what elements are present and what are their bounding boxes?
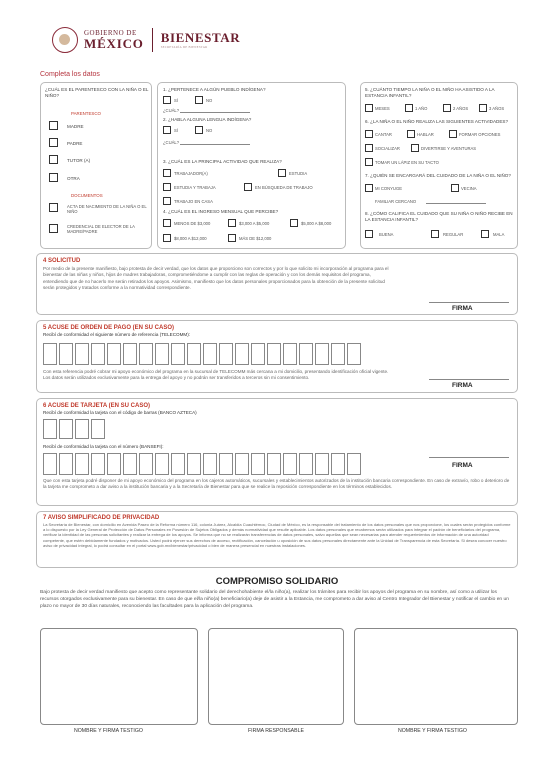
credencial-checkbox[interactable] [49,224,58,233]
lengua-si-label: SÍ [174,128,178,133]
acuse-tarjeta-firma-label: FIRMA [452,462,473,469]
care-conyuge-label: MI CONYUGE [375,186,402,191]
acuse-tarjeta-title: 6 ACUSE DE TARJETA (EN SU CASO) [43,403,151,409]
option-tutor[interactable] [49,155,58,166]
act-casa-label: TRABAJO EN CASA [174,199,213,204]
pueblo-no-checkbox[interactable] [195,96,203,104]
lengua-cual-line[interactable] [180,144,250,145]
pueblo-cual-label: ¿CUÁL? [163,108,180,113]
parentesco-label: PARENTESCO [71,111,101,116]
time-2-label: 2 AÑOS [453,106,469,111]
time-1-label: 1 AÑO [415,106,428,111]
gob-line1: GOBIERNO DE [84,29,137,37]
privacidad-title: 7 AVISO SIMPLIFICADO DE PRIVACIDAD [43,515,160,521]
testigo2-signature-box[interactable] [354,628,518,725]
solicitud-firma-label: FIRMA [452,305,473,312]
bansefi-label: Recibí de conformidad la tarjeta con el número (BANSEFI): [43,444,164,449]
acuse-pago-label: Recibí de conformidad el siguiente número de referencia (TELECOMM): [43,332,191,337]
rate-buena-label: BUENA [379,232,394,237]
inc-4-checkbox[interactable] [163,234,171,242]
gob-line2: MÉXICO [84,36,144,51]
lengua-no-label: NO [206,128,213,133]
care-vecina-checkbox[interactable] [451,184,459,192]
madre-label: MADRE [67,124,84,129]
care-conyuge-checkbox[interactable] [365,184,373,192]
inc-2-checkbox[interactable] [228,219,236,227]
solicitud-section [36,253,518,315]
inc-1-label: MENOS DE $3,000 [174,221,211,226]
national-seal-icon [52,27,78,53]
estancia-panel [360,82,518,249]
tutor-label: TUTOR (A) [67,158,91,163]
pueblo-cual-line[interactable] [180,112,250,113]
inc-3-checkbox[interactable] [290,219,298,227]
q5-tiempo: 5. ¿CUÁNTO TIEMPO LA NIÑA O EL NIÑO HA ASISTIDO A LA ESTANCIA INFANTIL? [365,87,495,98]
act-estudia-checkbox[interactable] [278,169,286,177]
lengua-cual-label: ¿CUÁL? [163,140,180,145]
credencial-label: CREDENCIAL DE ELECTOR DE LA MADRE/PADRE [67,224,135,234]
care-familiar-label: FAMILIAR CERCANO [375,199,417,204]
otra-checkbox[interactable] [49,173,58,182]
rate-buena-checkbox[interactable] [365,230,373,238]
solicitud-signature-line[interactable] [429,302,509,303]
pueblo-si-checkbox[interactable] [163,96,171,104]
acuse-pago-firma-label: FIRMA [452,382,473,389]
pueblo-no-label: NO [206,98,213,103]
lengua-no-checkbox[interactable] [195,126,203,134]
acuse-pago-section [36,320,518,393]
acts-cantar-label: CANTAR [375,132,392,137]
inc-5-checkbox[interactable] [228,234,236,242]
acta-checkbox[interactable] [49,203,58,212]
rate-regular-label: REGULAR [443,232,464,237]
time-meses-checkbox[interactable] [365,104,373,112]
padre-checkbox[interactable] [49,138,58,147]
acts-formar-checkbox[interactable] [449,130,457,138]
doc-credencial[interactable] [49,224,58,235]
acuse-tarjeta-section [36,398,518,506]
compromiso-title: COMPROMISO SOLIDARIO [215,576,339,587]
acts-divertirse-label: DIVERTIRSE Y AVENTURAS [421,146,477,151]
compromiso-body: Bajo protesta de decir verdad manifiesto que acepto como representante solidario del derechohabiente el/la niño(a), realizar los trámites para recibir los apoyos del programa en su nombre, así como a utilizar los recursos otorgados exclusivamente para su bienestar. En caso de que el/la niño(a) beneficiario(a) deje de asistir a la Estancia, me comprometo a dar aviso al Centro Integrador del Bienestar y notificar el cambio en un plazo no mayor de 30 días naturales, reconociendo las facultades para la aplicación del programa. [40,590,509,610]
agency-subtitle: SECRETARÍA DE BIENESTAR [160,45,208,49]
inc-4-label: $8,000 A $12,000 [174,236,207,241]
inc-2-label: $3,000 A $5,000 [239,221,270,226]
q2-lengua: 2. ¿HABLA ALGUNA LENGUA INDÍGENA? [163,117,252,122]
responsable-signature-box[interactable] [208,628,344,725]
telecomm-reference-field[interactable] [43,343,361,365]
acuse-pago-signature-line[interactable] [429,379,509,380]
pueblo-si-label: SÍ [174,98,178,103]
option-madre[interactable] [49,121,58,132]
act-busqueda-label: EN BÚSQUEDA DE TRABAJO [255,185,313,190]
acuse-pago-title: 5 ACUSE DE ORDEN DE PAGO (EN SU CASO) [43,325,175,331]
header-logo [52,24,262,56]
lengua-si-checkbox[interactable] [163,126,171,134]
act-casa-checkbox[interactable] [163,197,171,205]
acuse-tarjeta-body: Que con esta tarjeta podré disponer de mi apoyo económico del programa en los cajeros automáticos, sucursales y establecimientos autorizados de la institución bancaria correspondiente. En caso de extravío, robo o deterioro de la tarjeta me comprometo a dar aviso a la institución bancaria y a la Secretaría de Bienestar para que se realice la reposición correspondiente en los términos establecidos. [43,478,510,490]
act-estudia-trabaja-checkbox[interactable] [163,183,171,191]
q3-actividad: 3. ¿CUÁL ES LA PRINCIPAL ACTIVIDAD QUE REALIZA? [163,159,282,164]
time-3-label: 3 AÑOS [489,106,505,111]
care-vecina-label: VECINA [461,186,477,191]
azteca-label: Recibí de conformidad la tarjeta con el código de barras (BANCO AZTECA) [43,410,197,415]
inc-5-label: MÁS DE $12,000 [239,236,272,241]
tutor-checkbox[interactable] [49,155,58,164]
bansefi-card-field[interactable] [43,453,361,475]
agency-name: BIENESTAR [160,30,241,45]
doc-acta[interactable] [49,203,58,214]
solicitud-title: 4 SOLICITUD [43,258,81,264]
privacidad-section [36,511,518,568]
parentesco-panel [40,82,152,249]
complete-heading: Completa los datos [40,71,100,78]
time-meses-label: MESES [375,106,390,111]
indigena-panel [157,82,346,249]
act-busqueda-checkbox[interactable] [244,183,252,191]
rate-regular-checkbox[interactable] [431,230,439,238]
documentos-label: DOCUMENTOS [71,193,103,198]
privacidad-body: La Secretaría de Bienestar, con domicilio en Avenida Paseo de la Reforma número 116, colonia Juárez, Alcaldía Cuauhtémoc, Ciudad de México, es la responsable del tratamiento de los datos personales que nos proporcione, los cuales serán protegidos conforme a lo dispuesto por la Ley General de Protección de Datos Personales en Posesión de Sujetos Obligados y demás normatividad que resulte aplicable. Los datos personales que recabemos serán utilizados para integrar el padrón de beneficiarios del programa, verificar la identidad de las personas solicitantes y realizar la entrega de los apoyos. Se informa que no se realizarán transferencias de datos personales, salvo aquellas que sean necesarias para atender requerimientos de información de una autoridad competente, que estén debidamente fundados y motivados. Usted podrá ejercer sus derechos de acceso, rectificación, cancelación u oposición de sus datos personales directamente ante la Unidad de Transparencia de esta Secretaría. Si desea conocer nuestro aviso de privacidad integral, lo podrá consultar en el portal www.gob.mx/bienestar/privacidad o bien de manera presencial en nuestras instalaciones. [43,522,511,548]
rate-mala-label: MALA [493,232,505,237]
option-padre[interactable] [49,138,58,149]
azteca-barcode-field[interactable] [43,419,105,439]
solicitud-body: Por medio de la presente manifiesto, bajo protesta de decir verdad, que los datos que proporciono son correctos y por lo que solicito mi incorporación al programa para el bienestar de las niñas y niños, hijos de madres trabajadoras, comprometiéndome a cumplir con las reglas de operación y con los demás requisitos del programa, entendiendo que de no hacerlo me serán retirados los apoyos. Asimismo, manifiesto que los datos personales proporcionados para la obtención de la presente solicitud serán protegidos y tratados conforme a la normatividad correspondiente. [43,266,389,291]
testigo1-label: NOMBRE Y FIRMA TESTIGO [74,728,143,734]
acts-cantar-checkbox[interactable] [365,130,373,138]
inc-3-label: $5,000 A $8,000 [301,221,332,226]
agency-logo [161,31,241,49]
acts-socializar-label: SOCIALIZAR [375,146,400,151]
acts-lapiz-label: TOMAR UN LÁPIZ EN SU TACTO [375,160,439,165]
responsable-label: FIRMA RESPONSABLE [248,728,304,734]
parentesco-question: ¿CUÁL ES EL PARENTESCO CON LA NIÑA O EL NIÑO? [45,87,149,98]
acts-hablar-label: HABLAR [417,132,434,137]
acuse-tarjeta-signature-line[interactable] [429,457,509,458]
q8-calificacion: 8. ¿CÓMO CALIFICA EL CUIDADO QUE SU NIÑA O NIÑO RECIBE EN LA ESTANCIA INFANTIL? [365,211,513,222]
rate-mala-checkbox[interactable] [481,230,489,238]
care-familiar-line[interactable] [426,203,486,204]
act-trabaja-label: TRABAJADOR(A) [174,171,208,176]
act-estudia-label: ESTUDIA [289,171,308,176]
acts-socializar-checkbox[interactable] [365,144,373,152]
act-trabaja-checkbox[interactable] [163,169,171,177]
time-2-checkbox[interactable] [443,104,451,112]
q4-ingreso: 4. ¿CUÁL ES EL INGRESO MENSUAL QUE PERCIBE? [163,209,279,214]
q1-pueblo: 1. ¿PERTENECE A ALGÚN PUEBLO INDÍGENA? [163,87,266,92]
acts-hablar-checkbox[interactable] [407,130,415,138]
header-divider [152,28,153,52]
testigo2-label: NOMBRE Y FIRMA TESTIGO [398,728,467,734]
testigo1-signature-box[interactable] [40,628,198,725]
acuse-pago-body: Con esta referencia podré cobrar mi apoyo económico del programa en la sucursal de TELECOMM más cercana a mi domicilio, presentando identificación oficial vigente. Los datos serán utilizados exclusivamente para la entrega del apoyo y no podrán ser transferidos a terceros sin mi consentimiento. [43,369,389,381]
madre-checkbox[interactable] [49,121,58,130]
acts-lapiz-checkbox[interactable] [365,158,373,166]
option-otra[interactable] [49,173,58,184]
gobierno-logo [84,30,144,50]
acts-formar-label: FORMAR OPCIONES [459,132,501,137]
padre-label: PADRE [67,141,83,146]
otra-label: OTRA [67,176,80,181]
act-estudia-trabaja-label: ESTUDIA Y TRABAJA [174,185,216,190]
time-3-checkbox[interactable] [479,104,487,112]
acts-divertirse-checkbox[interactable] [411,144,419,152]
time-1-checkbox[interactable] [405,104,413,112]
acta-label: ACTA DE NACIMIENTO DE LA NIÑA O EL NIÑO [67,204,147,214]
q7-cuidado: 7. ¿QUIÉN SE ENCARGARÁ DEL CUIDADO DE LA NIÑA O EL NIÑO? [365,173,511,178]
inc-1-checkbox[interactable] [163,219,171,227]
q6-actividades: 6. ¿LA NIÑA O EL NIÑO REALIZA LAS SIGUIENTES ACTIVIDADES? [365,119,509,124]
